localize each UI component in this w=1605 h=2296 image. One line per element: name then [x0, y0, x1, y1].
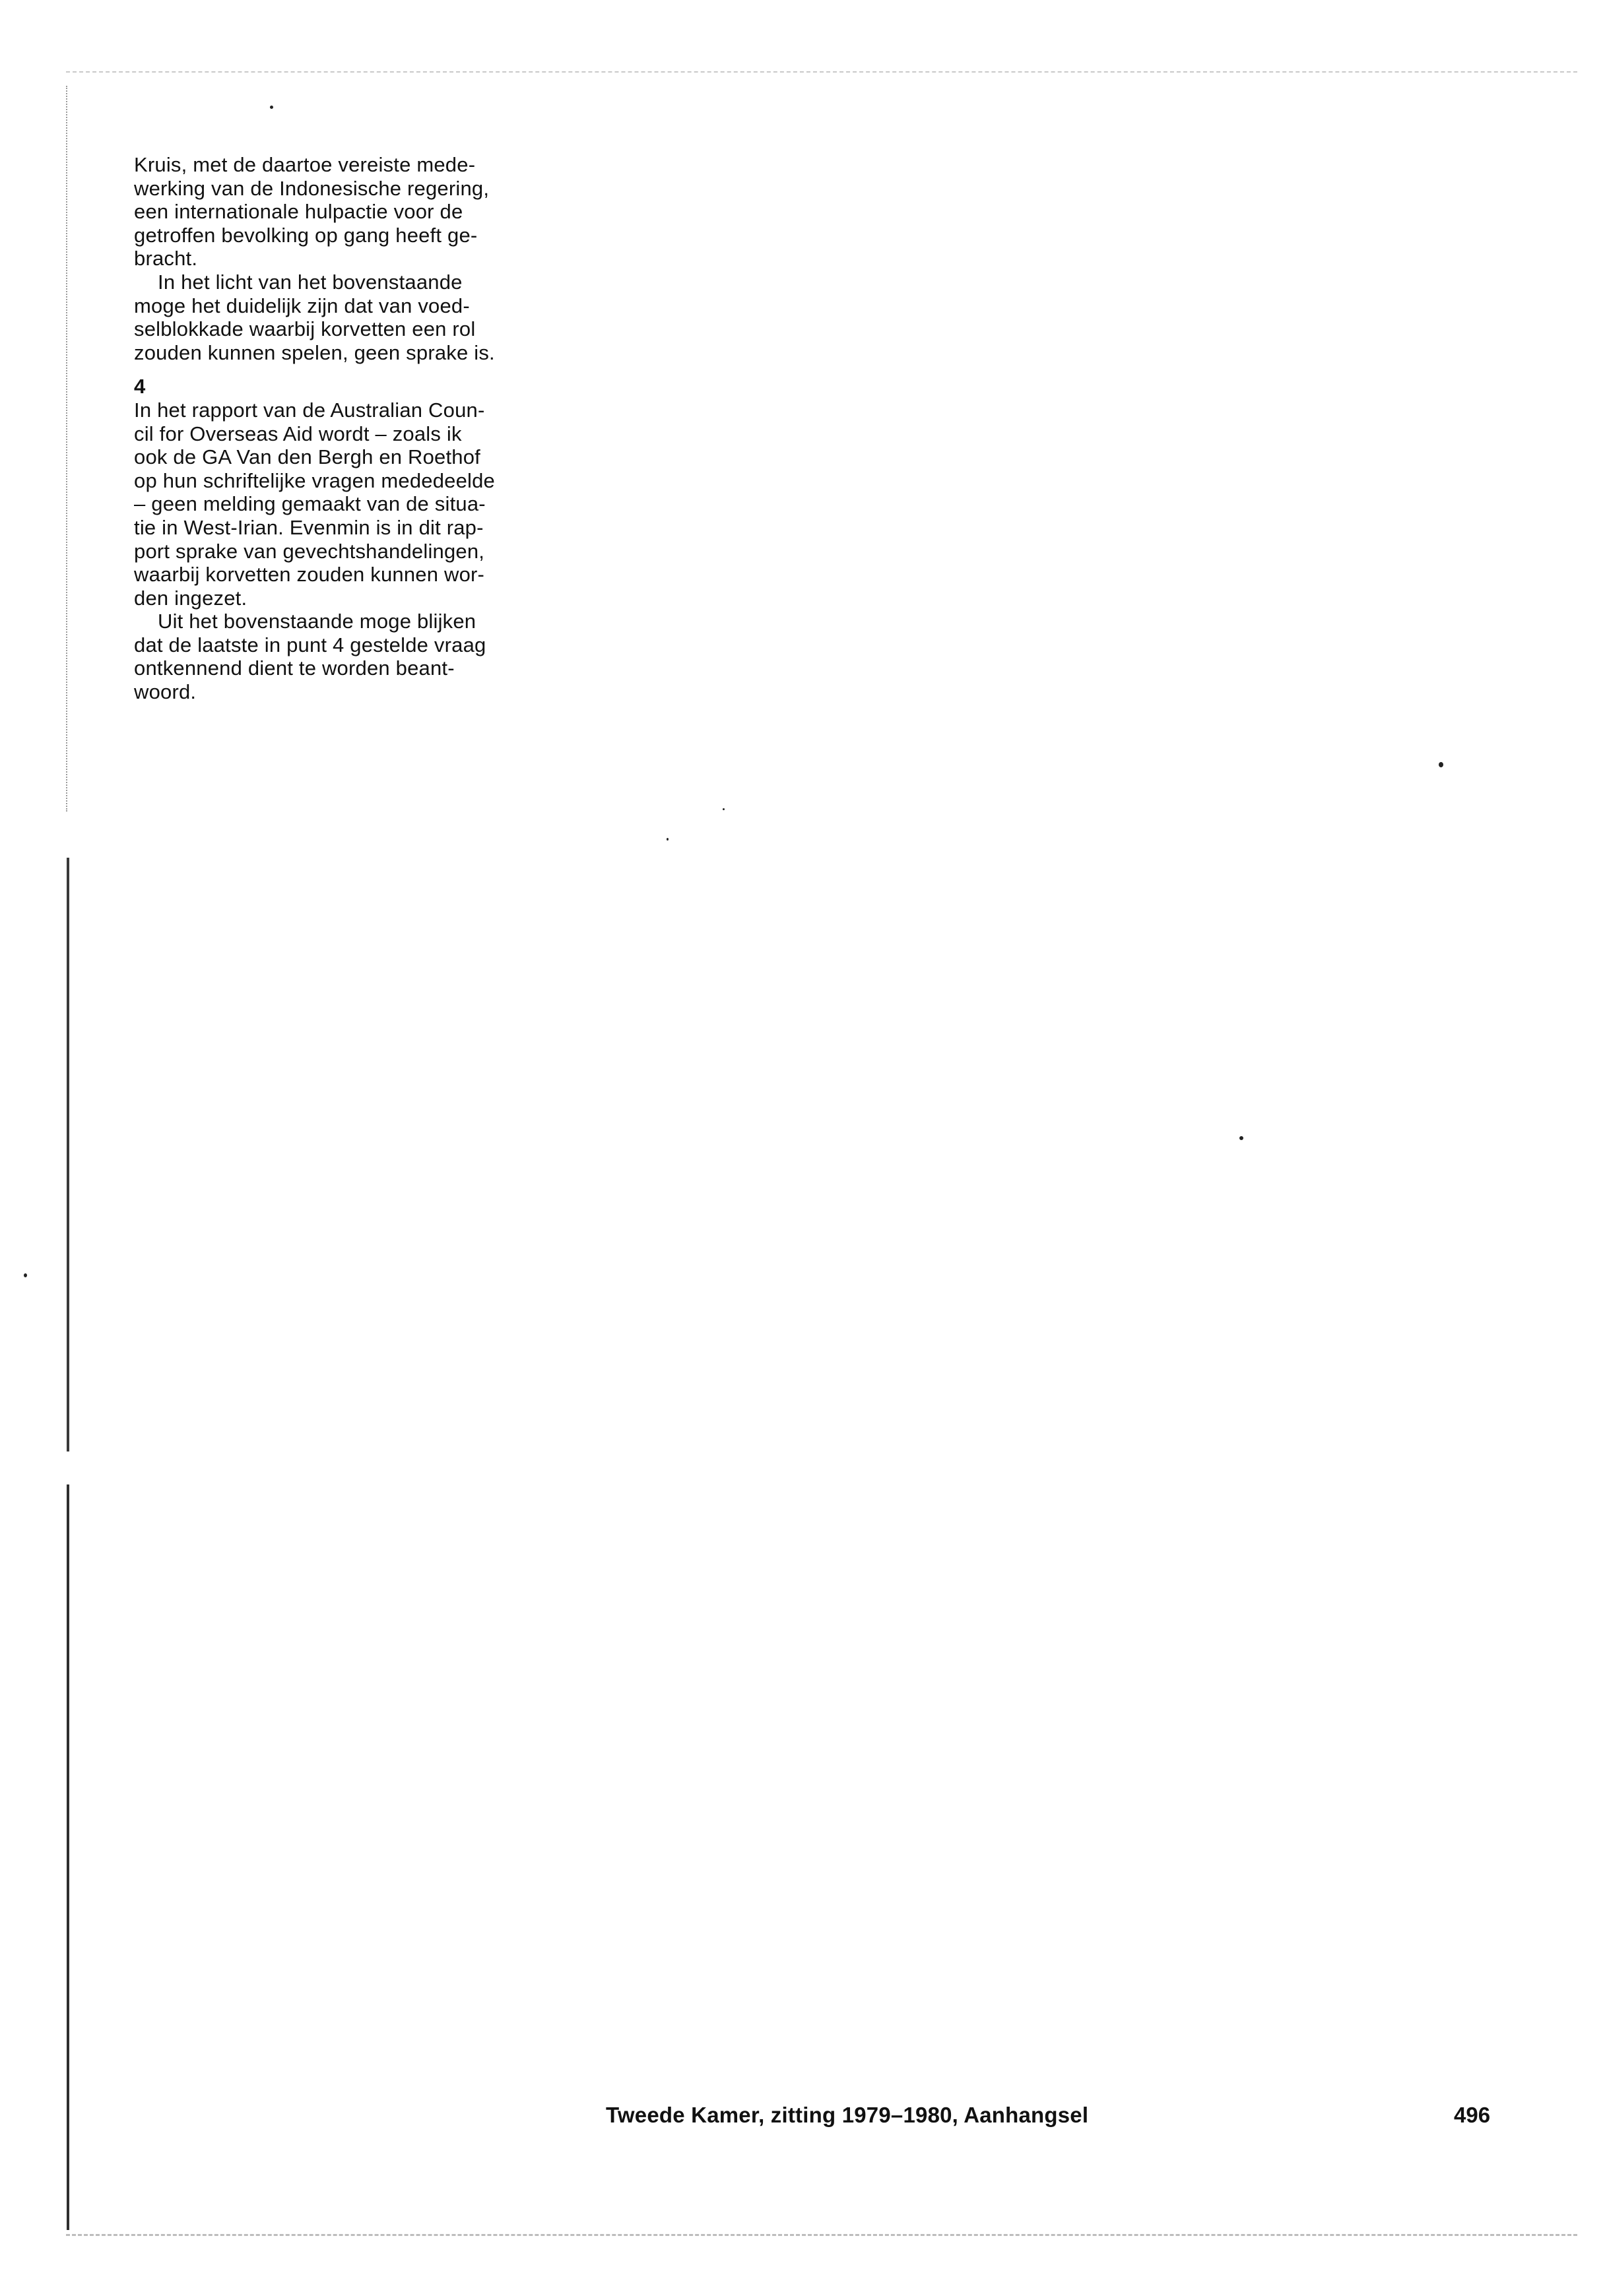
footer-page-number: 496	[1454, 2103, 1491, 2127]
footer-publication-title: Tweede Kamer, zitting 1979–1980, Aanhangsel	[606, 2103, 1089, 2127]
scan-border-top	[66, 71, 1577, 73]
scan-border-left-upper	[66, 86, 67, 812]
scan-speck	[1439, 762, 1443, 767]
text-column	[134, 153, 570, 704]
paragraph-continuation: Kruis, met de daartoe vereiste mede- werking van de Indonesische regering, een internationale hulpactie voor de getroffen bevolking op gang heeft ge- bracht.	[134, 153, 490, 271]
scan-speck	[723, 808, 725, 810]
scan-speck	[1239, 1136, 1243, 1140]
scan-speck	[270, 106, 273, 109]
scan-border-left-lower	[67, 1484, 69, 2230]
paragraph-conclusion-blockade: In het licht van het bovenstaande moge het duidelijk zijn dat van voed- selblokkade waarbij korvetten een rol zouden kunnen spelen, geen sprake is.	[134, 270, 495, 364]
scan-speck	[667, 838, 669, 841]
section-number: 4	[134, 375, 146, 399]
paragraph-conclusion-answer: Uit het bovenstaande moge blijken dat de laatste in punt 4 gestelde vraag ontkennend dient te worden beant- woord.	[134, 610, 486, 704]
scan-border-bottom	[66, 2234, 1577, 2236]
paragraph-acfoa-report: In het rapport van de Australian Coun- cil for Overseas Aid wordt – zoals ik ook de GA Van den Bergh en Roethof op hun schriftelijke vragen mededeelde – geen melding gemaakt van de situa- tie in West-Irian. Evenmin is in dit rap- port sprake van gevechtshandelingen, waarbij korvetten zouden kunnen wor- den ingezet.	[134, 398, 495, 610]
scan-speck	[24, 1273, 27, 1277]
scan-border-left-middle	[67, 858, 69, 1451]
